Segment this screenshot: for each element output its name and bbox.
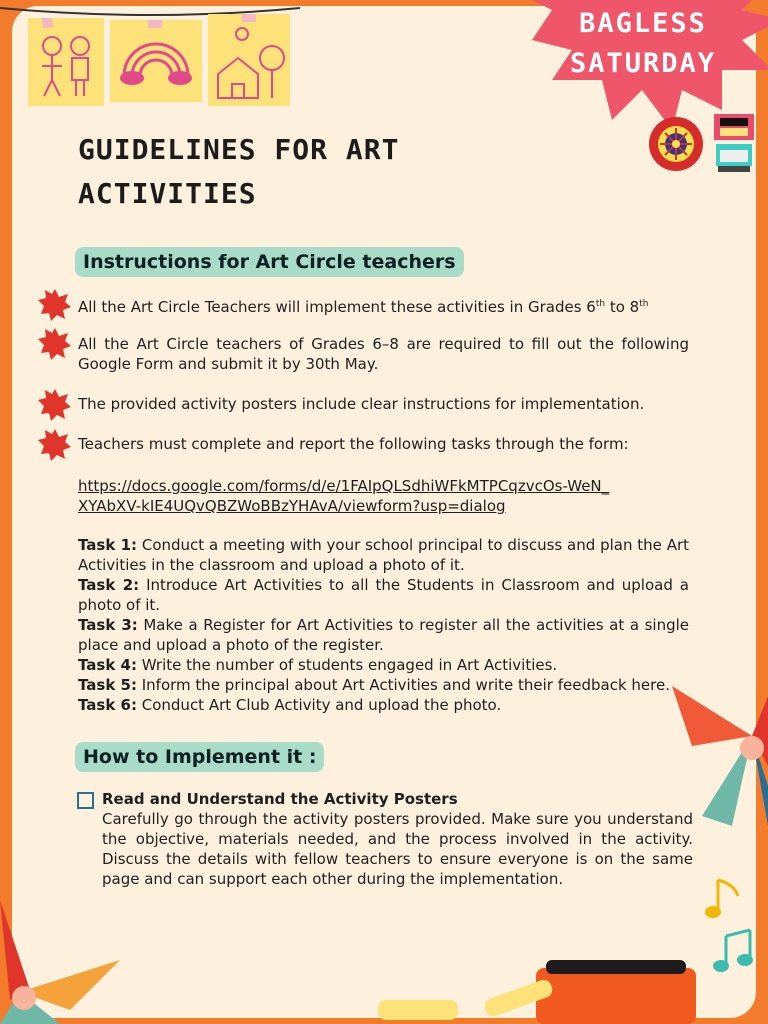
section-heading-implement: How to Implement it :	[75, 742, 324, 772]
bullet-grades	[78, 294, 689, 317]
implement-item-title: Read and Understand the Activity Posters	[102, 790, 458, 808]
star-bullet-icon	[38, 388, 72, 422]
bullet-grades-text: All the Art Circle Teachers will implement these activities in Grades 6	[78, 298, 596, 316]
task-text: Conduct Art Club Activity and upload the photo.	[136, 696, 502, 714]
badge-line-2: SATURDAY	[569, 48, 717, 79]
task-item	[78, 535, 689, 575]
task-label: Task 4:	[78, 656, 137, 674]
section-heading-instructions: Instructions for Art Circle teachers	[75, 247, 464, 277]
bullet-grades-sup-2: th	[639, 299, 649, 309]
task-text: Make a Register for Art Activities to register all the activities at a single place and upload a photo of the register.	[78, 616, 689, 654]
task-item	[78, 675, 689, 695]
task-label: Task 6:	[78, 696, 137, 714]
star-bullet-icon	[38, 327, 72, 361]
title-line-2: ACTIVITIES	[78, 177, 257, 210]
music-note-icon	[704, 876, 742, 920]
badge-label	[548, 4, 738, 84]
school-wheel-logo-icon	[648, 116, 704, 172]
pinwheel-icon	[0, 900, 140, 1024]
kids-drawing-icon	[28, 18, 104, 106]
checkbox-icon[interactable]	[77, 792, 94, 809]
task-label: Task 3:	[78, 616, 138, 634]
pinwheel-icon	[672, 676, 768, 836]
task-text: Introduce Art Activities to all the Students in Classroom and upload a photo of it.	[78, 576, 689, 614]
google-form-link[interactable]: https://docs.google.com/forms/d/e/1FAIpQLSdhiWFkMTPCqzvcOs-WeN_XYAbXV-kIE4UQvQBZWoBBzYHAvA/viewform?usp=dialog	[78, 477, 610, 515]
task-item	[78, 695, 689, 715]
bullet-grades-sup-1: th	[595, 299, 606, 309]
task-label: Task 2:	[78, 576, 140, 594]
task-label: Task 5:	[78, 676, 137, 694]
task-item	[78, 575, 689, 615]
page-title	[78, 128, 538, 216]
star-bullet-icon	[38, 288, 72, 322]
paint-tube-icon	[376, 960, 766, 1024]
title-line-1: GUIDELINES FOR ART	[78, 133, 400, 166]
task-item	[78, 655, 689, 675]
task-text: Inform the principal about Art Activities and write their feedback here.	[136, 676, 670, 694]
task-list	[78, 535, 689, 715]
star-bullet-icon	[38, 428, 72, 462]
task-text: Write the number of students engaged in Art Activities.	[136, 656, 558, 674]
rainbow-drawing-icon	[110, 20, 202, 102]
bullet-tasks-intro: Teachers must complete and report the following tasks through the form:	[78, 435, 629, 453]
bullet-posters: The provided activity posters include clear instructions for implementation.	[78, 395, 645, 413]
bullet-google-form: All the Art Circle teachers of Grades 6–8 are required to fill out the following Google Form and submit it by 30th May.	[78, 335, 689, 373]
bullet-grades-mid: to 8	[605, 298, 640, 316]
task-label: Task 1:	[78, 536, 138, 554]
implement-item-body: Carefully go through the activity posters provided. Make sure you understand the objective, materials needed, and the process involved in the activity. Discuss the details with fellow teachers to ensure everyone is on the same page and can support each other during the implementation.	[102, 810, 693, 888]
task-item	[78, 615, 689, 655]
task-text: Conduct a meeting with your school principal to discuss and plan the Art Activities in the classroom and upload a photo of it.	[78, 536, 690, 574]
badge-line-1: BAGLESS	[579, 8, 707, 39]
house-drawing-icon	[208, 14, 290, 106]
slam-out-loud-logo-icon	[714, 114, 754, 174]
